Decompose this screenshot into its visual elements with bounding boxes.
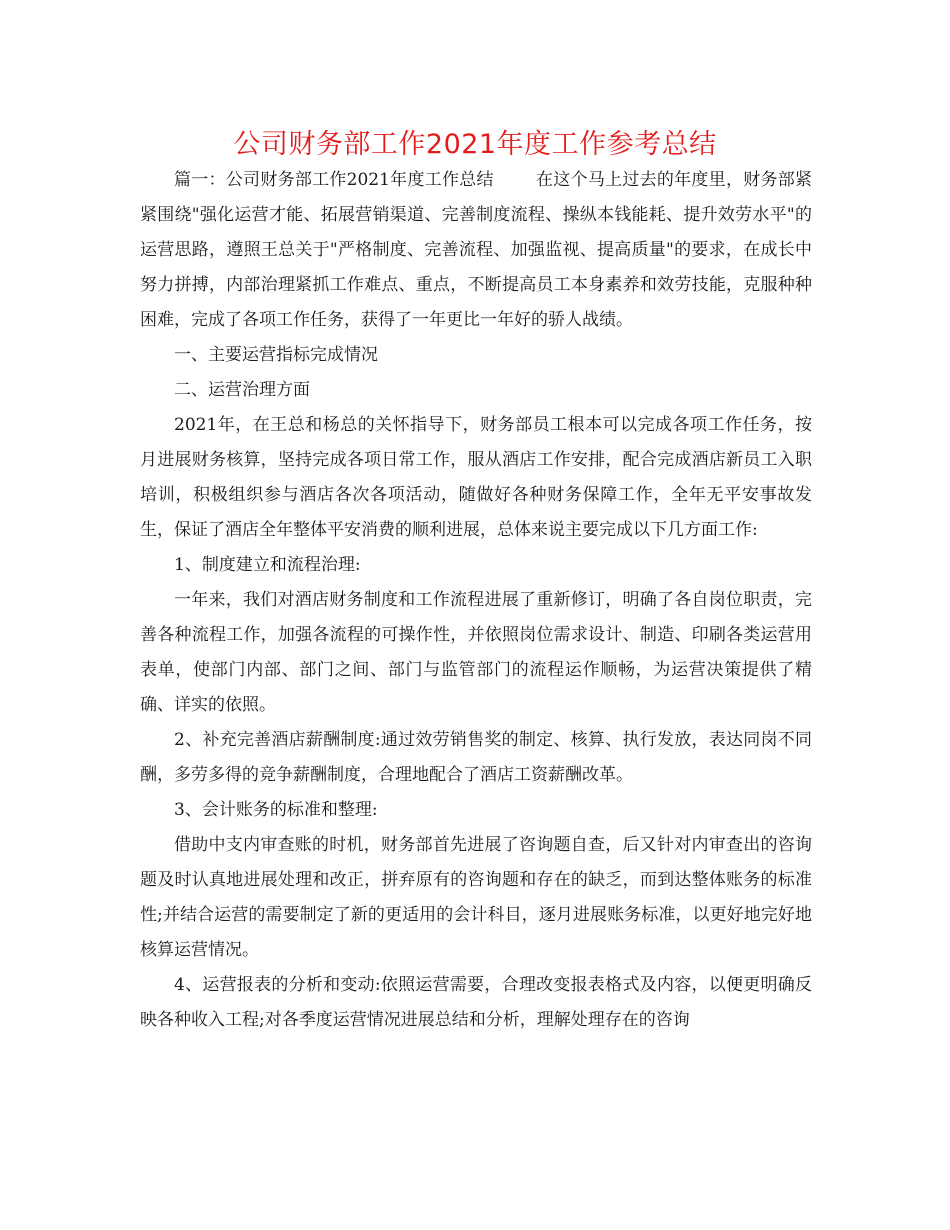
paragraph-text: 在这个马上过去的年度里，财务部紧紧围绕"强化运营才能、拓展营销渠道、完善制度流程、操纵本钱能耗、提升效劳水平"的运营思路，遵照王总关于"严格制度、完善流程、加强监视、提高质量"的要求，在成长中努力拼搏，内部治理紧抓工作难点、重点，不断提高员工本身素养和效劳技能，克服种种困难，完成了各项工作任务，获得了一年更比一年好的骄人战绩。 bbox=[140, 170, 812, 330]
subsection-heading-1: 1、制度建立和流程治理: bbox=[174, 555, 361, 575]
paragraph: 一年来，我们对酒店财务制度和工作流程进展了重新修订，明确了各自岗位职责，完善各种流程工作，加强各流程的可操作性，并依照岗位需求设计、制造、印刷各类运营用表单，使部门内部、部门之间、部门与监管部门的流程运作顺畅，为运营决策提供了精确、详实的依照。 bbox=[140, 590, 812, 715]
document-body bbox=[140, 163, 812, 1038]
section-heading-1: 一、主要运营指标完成情况 bbox=[174, 345, 378, 365]
paragraph: 借助中支内审查账的时机，财务部首先进展了咨询题自查，后又针对内审查出的咨询题及时认真地进展处理和改正，拼弃原有的咨询题和存在的缺乏，而到达整体账务的标准性;并结合运营的需要制定了新的更适用的会计科目，逐月进展账务标准，以更好地完好地核算运营情况。 bbox=[140, 835, 812, 960]
paragraph-intro bbox=[140, 163, 812, 338]
subsection-heading-3: 3、会计账务的标准和整理: bbox=[174, 800, 378, 820]
section-heading-2: 二、运营治理方面 bbox=[174, 380, 310, 400]
document-title: 公司财务部工作2021年度工作参考总结 bbox=[233, 129, 717, 160]
paragraph: 2021年，在王总和杨总的关怀指导下，财务部员工根本可以完成各项工作任务，按月进展财务核算，坚持完成各项日常工作，服从酒店工作安排，配合完成酒店新员工入职培训，积极组织参与酒店各次各项活动，随做好各种财务保障工作，全年无平安事故发生，保证了酒店全年整体平安消费的顺利进展，总体来说主要完成以下几方面工作: bbox=[140, 415, 812, 540]
paragraph: 2、补充完善酒店薪酬制度:通过效劳销售奖的制定、核算、执行发放，表达同岗不同酬，多劳多得的竞争薪酬制度，合理地配合了酒店工资薪酬改革。 bbox=[140, 730, 812, 785]
intro-heading: 篇一：公司财务部工作2021年度工作总结 bbox=[174, 170, 494, 190]
paragraph: 4、运营报表的分析和变动:依照运营需要，合理改变报表格式及内容，以便更明确反映各种收入工程;对各季度运营情况进展总结和分析，理解处理存在的咨询 bbox=[140, 975, 812, 1030]
